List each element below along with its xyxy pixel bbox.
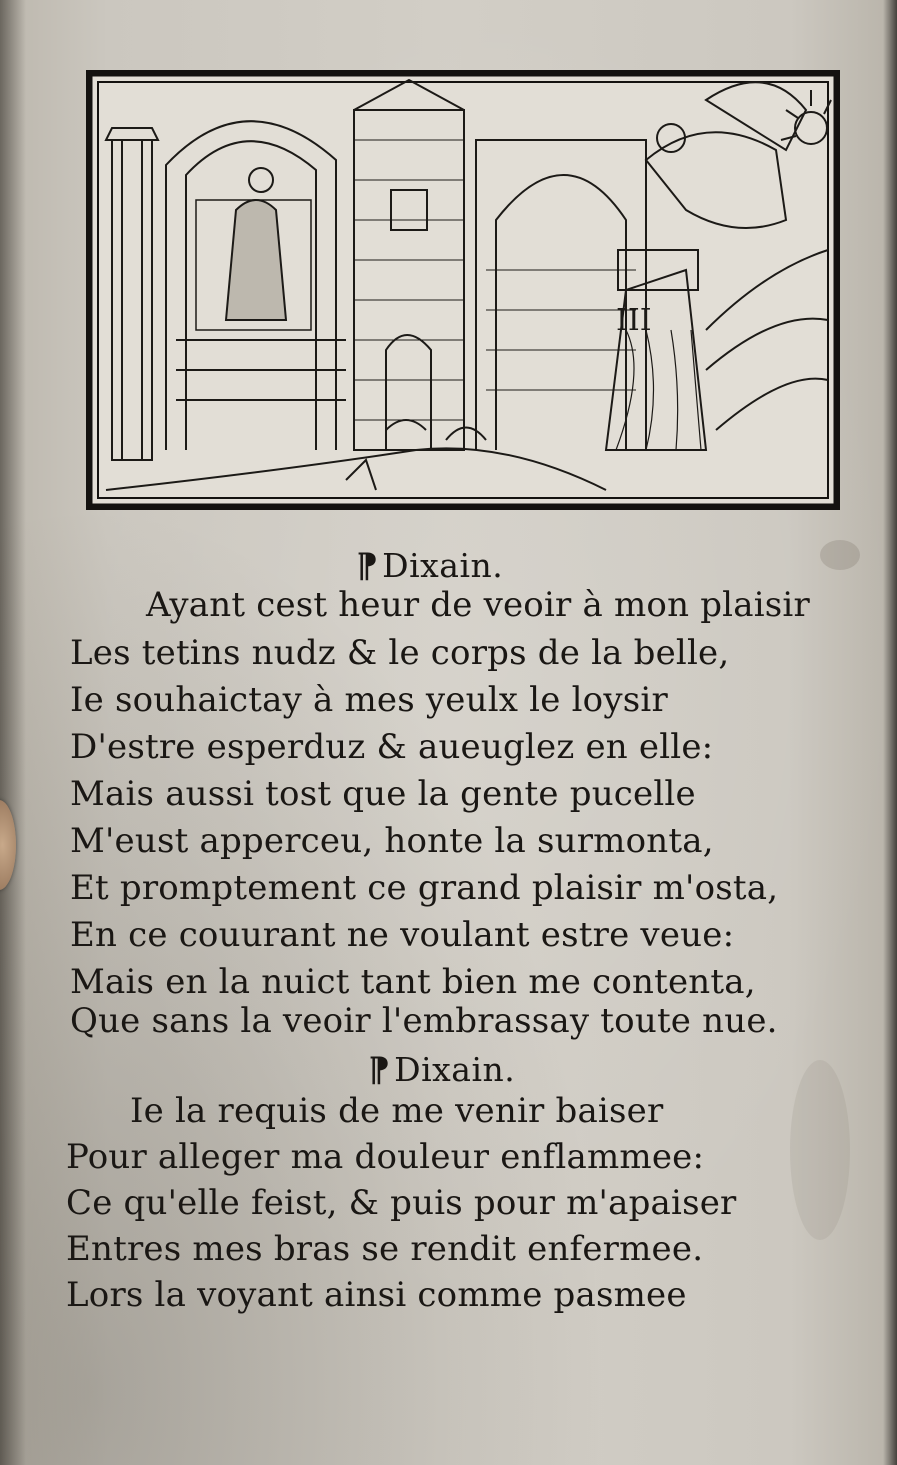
poem1-line-2: Les tetins nudz & le corps de la belle,	[70, 633, 730, 673]
poem1-line-7: Et promptement ce grand plaisir m'osta,	[70, 868, 779, 908]
pilcrow-icon: ¶	[368, 1050, 391, 1090]
pilcrow-icon: ¶	[356, 546, 379, 586]
poem2-line-2: Pour alleger ma douleur enflammee:	[66, 1137, 705, 1177]
poem2-heading-text: Dixain.	[394, 1050, 516, 1089]
poem1-heading	[356, 546, 503, 586]
poem2-line-4: Entres mes bras se rendit enfermee.	[66, 1229, 704, 1269]
poem2-line-1: Ie la requis de me venir baiser	[130, 1091, 664, 1131]
poem2-heading	[368, 1050, 515, 1090]
poem1-line-1: Ayant cest heur de veoir à mon plaisir	[146, 585, 810, 625]
tower-numerals: III	[616, 303, 652, 338]
woodcut-illustration	[86, 70, 840, 510]
page-edge-shadow	[883, 0, 897, 1465]
poem1-heading-text: Dixain.	[382, 546, 504, 585]
poem1-line-5: Mais aussi tost que la gente pucelle	[70, 774, 696, 814]
paper-stain	[820, 540, 860, 570]
poem1-line-10: Que sans la veoir l'embrassay toute nue.	[70, 1001, 778, 1041]
poem2-line-3: Ce qu'elle feist, & puis pour m'apaiser	[66, 1183, 737, 1223]
poem1-line-9: Mais en la nuict tant bien me contenta,	[70, 962, 756, 1002]
paper-stain	[790, 1060, 850, 1240]
poem1-line-8: En ce couurant ne voulant estre veue:	[70, 915, 735, 955]
poem2-line-5: Lors la voyant ainsi comme pasmee	[66, 1275, 687, 1315]
poem1-line-3: Ie souhaictay à mes yeulx le loysir	[70, 680, 668, 720]
poem1-line-4: D'estre esperduz & aueuglez en elle:	[70, 727, 714, 767]
poem1-line-6: M'eust apperceu, honte la surmonta,	[70, 821, 714, 861]
spine-shadow	[0, 0, 26, 1465]
